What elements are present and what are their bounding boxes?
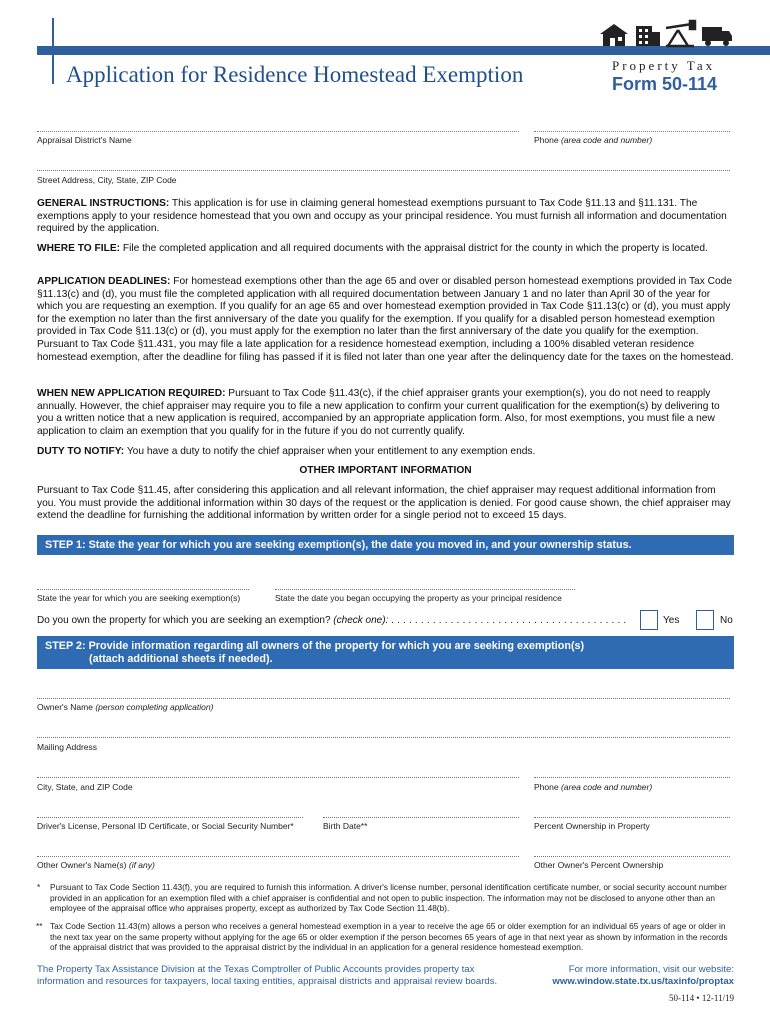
drivers-license-label: Driver's License, Personal ID Certificate, or Social Security Number*: [37, 821, 294, 831]
footer-website: For more information, visit our website: www.window.state.tx.us/taxinfo/proptax: [552, 964, 734, 987]
city-state-zip-line[interactable]: [37, 777, 519, 778]
property-tax-label: Property Tax: [612, 58, 716, 73]
owner-phone-label: Phone (area code and number): [534, 782, 653, 792]
district-phone-line[interactable]: [534, 131, 730, 132]
dot-leader: . . . . . . . . . . . . . . . . . . . . . . . . . . . . . . . . . . . . . . . .: [391, 615, 627, 626]
other-info-text: Pursuant to Tax Code §11.45, after considering this application and all relevant information, the chief appraiser may request additional information from you. You must provide the additional information within 30 days of the request or the application is denied. For good cause shown, the chief appraiser may extend the deadline for furnishing the additional information by written order for a single period not to exceed 15 days.: [37, 485, 731, 522]
move-in-date-label: State the date you began occupying the property as your principal residence: [275, 593, 562, 603]
other-owners-line[interactable]: [37, 856, 519, 857]
step2-heading-line2: (attach additional sheets if needed).: [89, 653, 273, 665]
drivers-license-line[interactable]: [37, 817, 303, 818]
birth-date-line[interactable]: [323, 817, 519, 818]
form-number: Form 50-114: [612, 74, 718, 94]
appraisal-district-label: Appraisal District's Name: [37, 135, 132, 145]
new-application-required: WHEN NEW APPLICATION REQUIRED: Pursuant to Tax Code §11.43(c), if the chief appraiser grants your exemption(s), you do not need to reapply annually. However, the chief appraiser may require you to file a new application to confirm your current qualification for the exemption(s) by delivering to you a written notice that a new application is required, accompanied by an appropriate application form. Also, for most exemptions, you must file a new application to claim an exemption that you qualify for in the future if you do not currently qualify.: [37, 388, 720, 437]
other-info-heading: OTHER IMPORTANT INFORMATION: [299, 465, 472, 476]
step2-heading-line1: STEP 2: Provide information regarding all owners of the property for which you are seeking exemption(s): [45, 640, 585, 652]
where-to-file: WHERE TO FILE: File the completed application and all required documents with the appraisal district for the county in which the property is located.: [37, 243, 708, 254]
street-address-label: Street Address, City, State, ZIP Code: [37, 175, 177, 185]
year-line[interactable]: [37, 589, 249, 590]
owner-phone-line[interactable]: [534, 777, 730, 778]
no-checkbox[interactable]: [696, 610, 714, 630]
district-phone-label: Phone (area code and number): [534, 135, 653, 145]
footnote-2: Tax Code Section 11.43(m) allows a person who receives a general homestead exemption in a year to receive the age 65 or older exemption for an individual 65 years of age or older in the next tax year on the same property without applying for the age 65 or older exemption if the person becomes 65 years of age in that next year as shown by information in the records of the appraisal district that was provided to the appraisal district by the individual in an application for a general residence homestead exemption.: [50, 921, 728, 952]
footnote-1: Pursuant to Tax Code Section 11.43(f), you are required to furnish this information. A driver's license number, personal identification certificate number, or social security account number provided in an application for an exemption filed with a chief appraiser is confidential and not open to public inspection. The information may not be disclosed to anyone other than an employee of the appraisal office who appraises property, except as authorized by Tax Code Section 11.48(b).: [50, 882, 727, 913]
other-percent-line[interactable]: [534, 856, 730, 857]
footnote-2-mark: **: [36, 921, 43, 931]
step1-heading: STEP 1: State the year for which you are seeking exemption(s), the date you moved in, and your ownership status.: [37, 535, 734, 555]
mailing-address-line[interactable]: [37, 737, 730, 738]
oil-pump-icon: [666, 21, 695, 46]
city-state-zip-label: City, State, and ZIP Code: [37, 782, 133, 792]
year-label: State the year for which you are seeking exemption(s): [37, 593, 241, 603]
appraisal-district-line[interactable]: [37, 131, 519, 132]
percent-ownership-label: Percent Ownership in Property: [534, 821, 650, 831]
yes-checkbox[interactable]: [640, 610, 658, 630]
application-deadlines: APPLICATION DEADLINES: For homestead exemptions other than the age 65 and over or disabled person homestead exemptions provided in Tax Code §11.13(c) and (d), you must file the completed application with all required documentation between January 1 and no later than April 30 of the year for which you are requesting an exemption. If you qualify for an age 65 and over homestead exemption provided in Tax Code §11.13(c) or (d), you must apply for the exemption no later than the first anniversary of the date you qualify for the exemption. If you qualify for a disabled person homestead exemption provided in Tax Code §11.13(c) or (d), you must apply for the exemption no later than the first anniversary of the date you qualify for the exemption. Pursuant to Tax Code §11.431, you may file a late application for a residence homestead exemption, including a 100% disabled veteran residence homestead exemption, after the deadline for filing has passed if it is filed not later than one year after the delinquency date for the taxes on the homestead.: [37, 276, 734, 363]
footnote-1-mark: *: [37, 882, 41, 892]
header-icons: [598, 18, 734, 48]
footer-description: The Property Tax Assistance Division at the Texas Comptroller of Public Accounts provides property tax information and resources for taxpayers, local taxing entities, appraisal districts and appraisal review boards.: [37, 964, 498, 987]
ownership-question: Do you own the property for which you are seeking an exemption? (check one): . . . . . . . . . . . . . . . . . . . . . . . . . . . . . . . . . . . . . . . .: [37, 615, 627, 626]
owner-name-line[interactable]: [37, 698, 730, 699]
general-instructions: GENERAL INSTRUCTIONS: This application is for use in claiming general homestead exemptions pursuant to Tax Code §11.13 and §11.131. The exemptions apply to your residence homestead that you own and occupy as your principal residence. You must furnish all information and documentation required by the application.: [37, 198, 727, 235]
building-icon: [636, 26, 660, 46]
house-icon: [600, 24, 628, 46]
other-percent-label: Other Owner's Percent Ownership: [534, 860, 664, 870]
street-address-line[interactable]: [37, 170, 730, 171]
move-in-date-line[interactable]: [275, 589, 575, 590]
step2-heading: [37, 636, 734, 669]
other-owners-label: Other Owner's Name(s) (if any): [37, 860, 155, 870]
truck-icon: [702, 27, 732, 46]
no-label: No: [720, 615, 733, 626]
mailing-address-label: Mailing Address: [37, 742, 98, 752]
percent-ownership-line[interactable]: [534, 817, 730, 818]
yes-label: Yes: [663, 615, 680, 626]
page-title: Application for Residence Homestead Exemption: [66, 62, 524, 87]
duty-to-notify: DUTY TO NOTIFY: You have a duty to notify the chief appraiser when your entitlement to any exemption ends.: [37, 446, 536, 457]
form-code: 50-114 • 12-11/19: [669, 993, 734, 1003]
birth-date-label: Birth Date**: [323, 821, 368, 831]
website-link[interactable]: www.window.state.tx.us/taxinfo/proptax: [552, 976, 734, 987]
owner-name-label: Owner's Name (person completing application): [37, 702, 214, 712]
